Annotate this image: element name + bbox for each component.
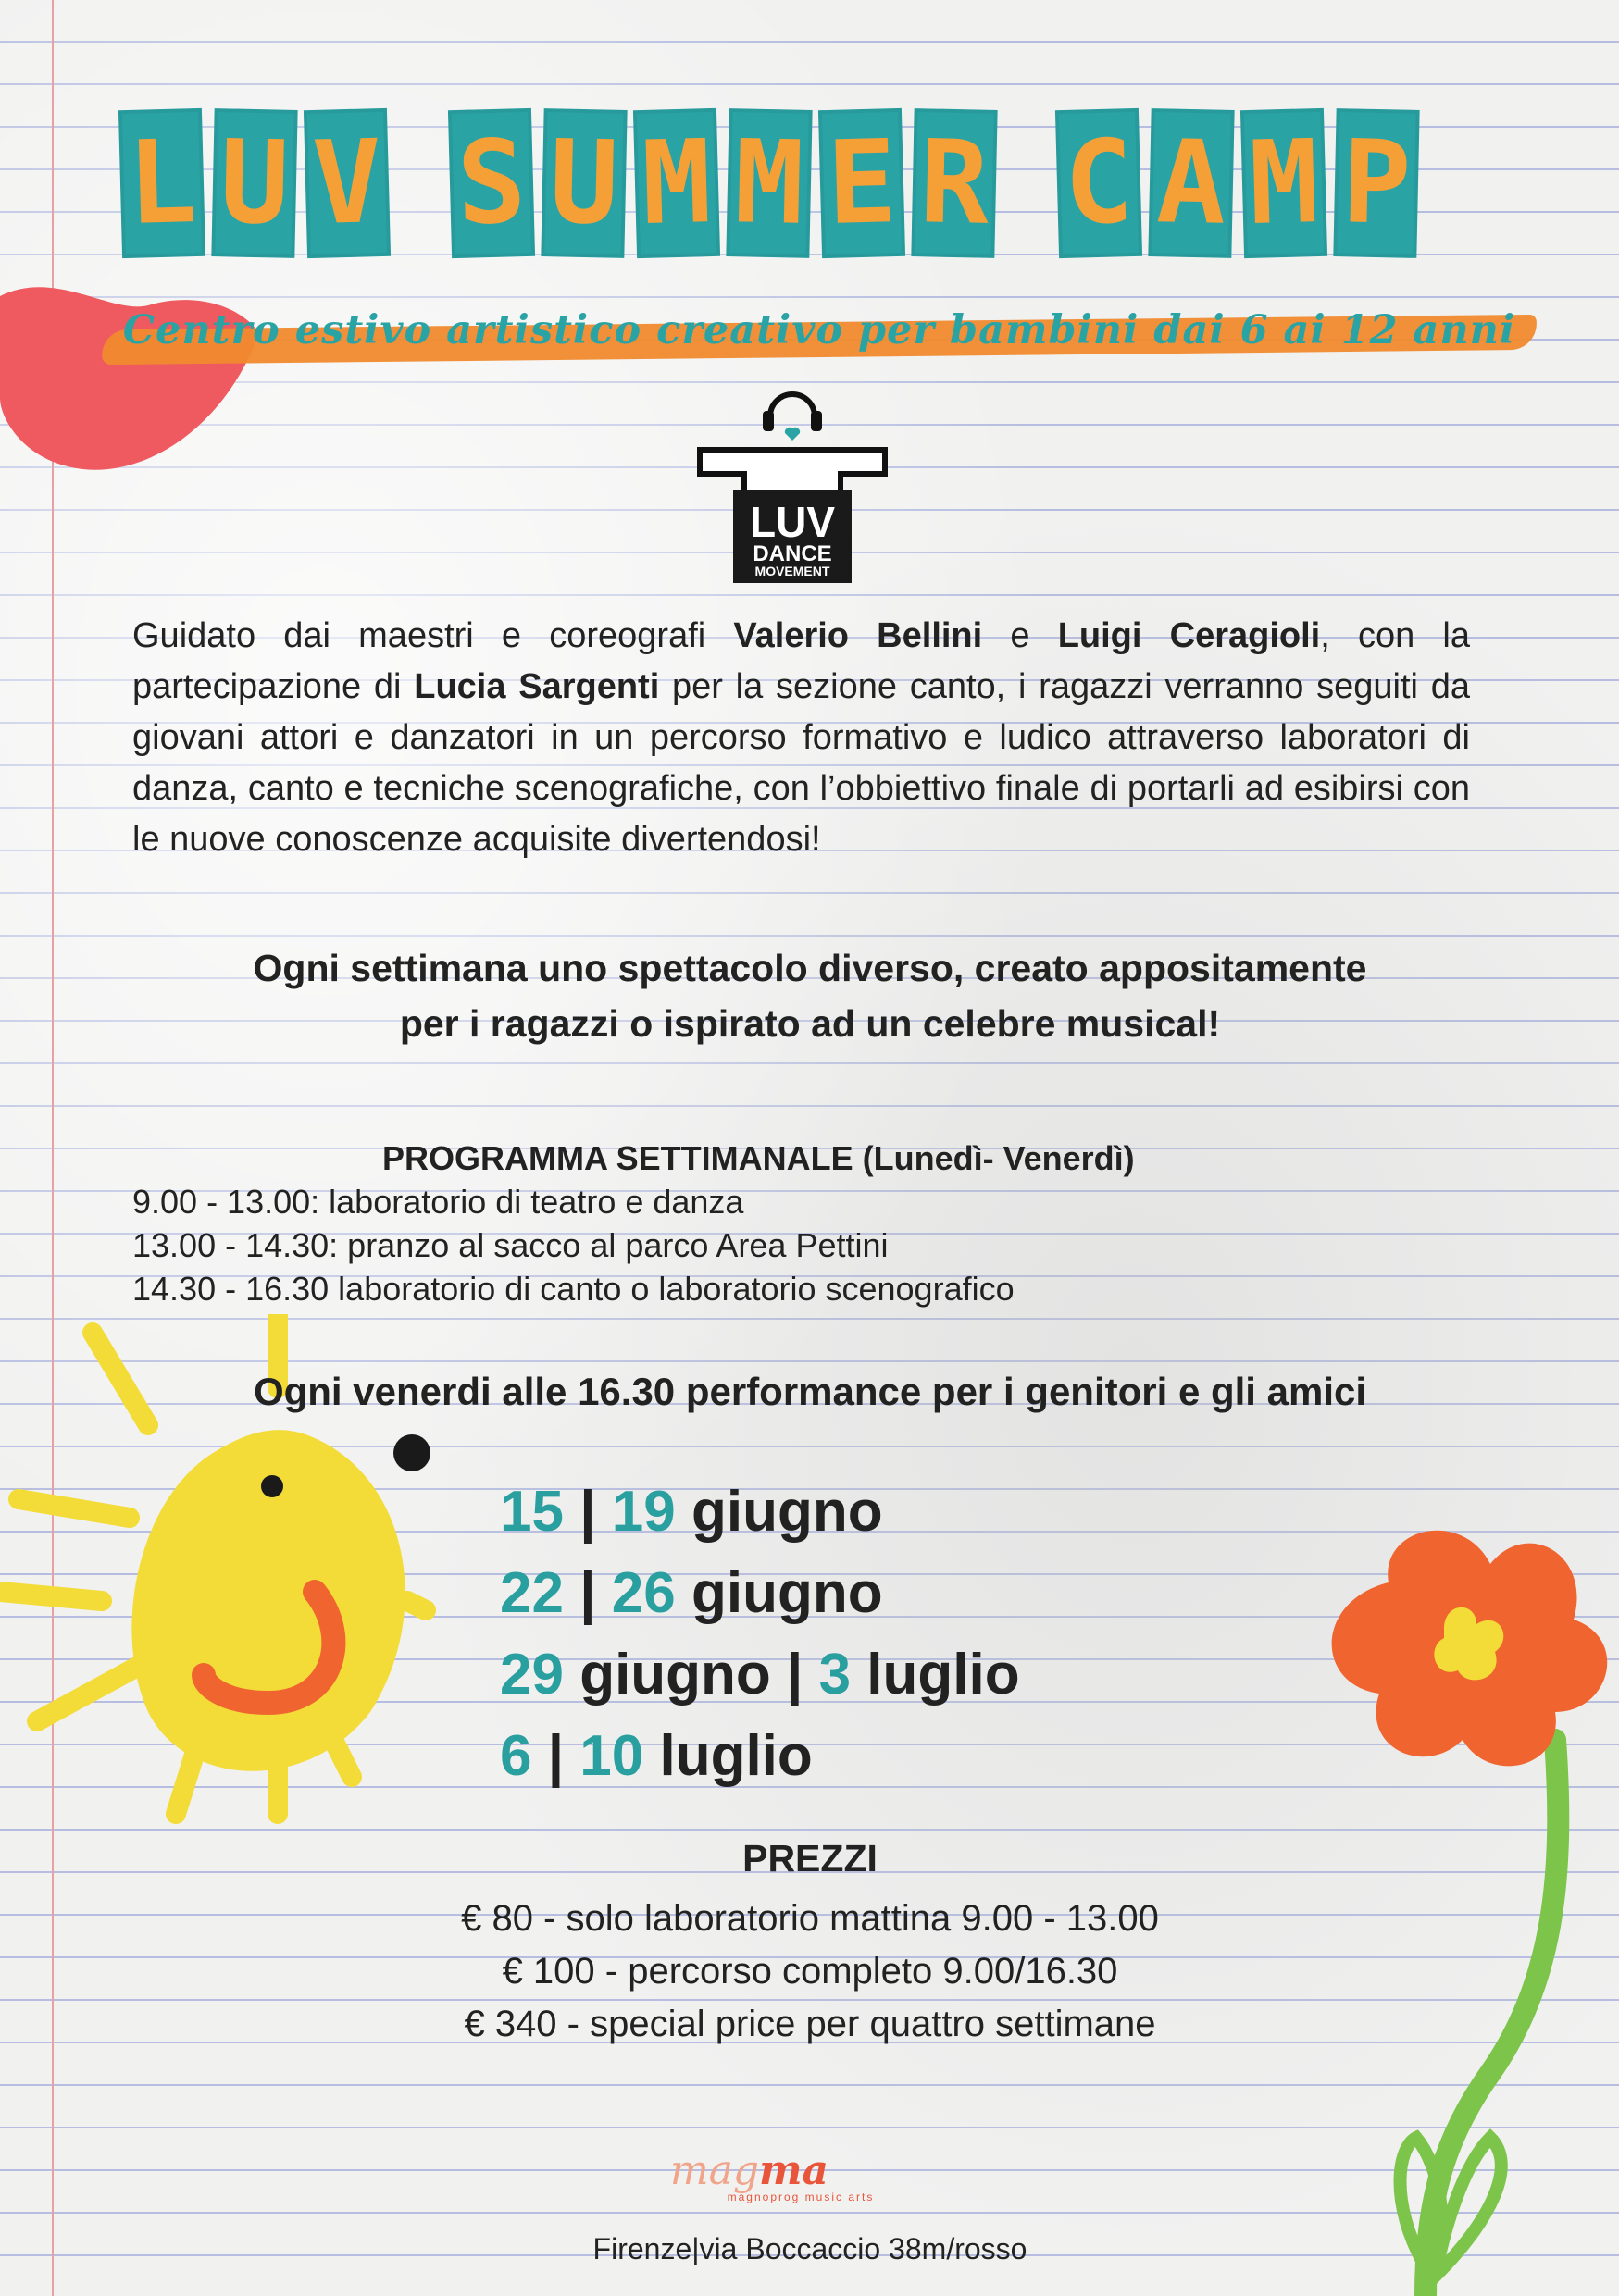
main-title [120,109,1509,280]
title-letter: U [218,116,291,251]
title-word-summer [450,109,996,280]
price-item: € 100 - percorso completo 9.00/16.30 [502,1951,1118,1992]
name-luigi-ceragioli: Luigi Ceragioli [1057,616,1321,655]
title-word-luv [120,109,389,280]
title-letter: E [825,116,899,251]
name-lucia-sargenti: Lucia Sargenti [414,667,660,706]
title-letter: M [1247,116,1321,251]
title-letter: U [548,116,620,251]
date-row: 6 | 10 luglio [500,1724,813,1788]
venue-address: Firenze|via Boccaccio 38m/rosso [592,2232,1027,2265]
program-item: 13.00 - 14.30: pranzo al sacco al parco Area Pettini [132,1226,889,1264]
svg-text:MOVEMENT: MOVEMENT [754,564,830,578]
weekly-program [132,1136,1428,1310]
session-dates [500,1471,1333,1797]
price-item: € 340 - special price per quattro settimane [464,2004,1156,2044]
subtitle-banner [102,305,1537,370]
prices-list [93,1893,1527,2051]
svg-text:magnoprog music arts: magnoprog music arts [727,2191,875,2203]
svg-text:DANCE: DANCE [753,541,832,566]
svg-text:LUV: LUV [750,498,835,546]
title-letter: P [1340,116,1413,251]
luv-dance-movement-logo [696,389,889,592]
name-valerio-bellini: Valerio Bellini [733,616,983,655]
title-letter: R [918,116,990,251]
prices-title: PREZZI [742,1837,878,1880]
title-letter: A [1155,116,1227,251]
program-item: 9.00 - 13.00: laboratorio di teatro e danza [132,1183,744,1221]
program-item: 14.30 - 16.30 laboratorio di canto o laboratorio scenografico [132,1270,1015,1308]
date-row: 29 giugno | 3 luglio [500,1643,1020,1706]
friday-performance-note: Ogni venerdi alle 16.30 performance per i genitori e gli amici [253,1370,1367,1413]
intro-paragraph: Guidato dai maestri e coreografi Valerio Bellini e Luigi Ceragioli, con la partecipazione di Lucia Sargenti per la sezione canto, i ragazzi verranno seguiti da giovani attori e danzatori in un percorso formativo e ludico attraverso laboratori di danza, canto e tecniche scenografiche, con l’obbiettivo finale di portarli ad esibirsi con le nuove conoscenze acquisite divertendosi! [132,616,1470,859]
date-row: 15 | 19 giugno [500,1480,883,1544]
svg-text:ma: ma [759,2149,829,2194]
date-row: 22 | 26 giugno [500,1561,883,1625]
title-letter: L [125,116,199,251]
title-letter: M [733,116,805,251]
subtitle: Centro estivo artistico creativo per bambini dai 6 ai 12 anni [122,307,1516,354]
title-letter: S [455,116,529,251]
magma-sponsor-logo [648,2149,963,2204]
title-word-camp [1057,109,1418,280]
program-title: PROGRAMMA SETTIMANALE (Lunedì- Venerdì) [382,1139,1135,1177]
weekly-show-highlight: Ogni settimana uno spettacolo diverso, creato appositamente per i ragazzi o ispirato ad un celebre musical! [253,947,1367,1045]
svg-text:mag: mag [669,2149,759,2194]
price-item: € 80 - solo laboratorio mattina 9.00 - 13.00 [461,1898,1159,1939]
title-letter: M [640,116,714,251]
title-letter: C [1062,116,1136,251]
title-letter: V [310,116,384,251]
